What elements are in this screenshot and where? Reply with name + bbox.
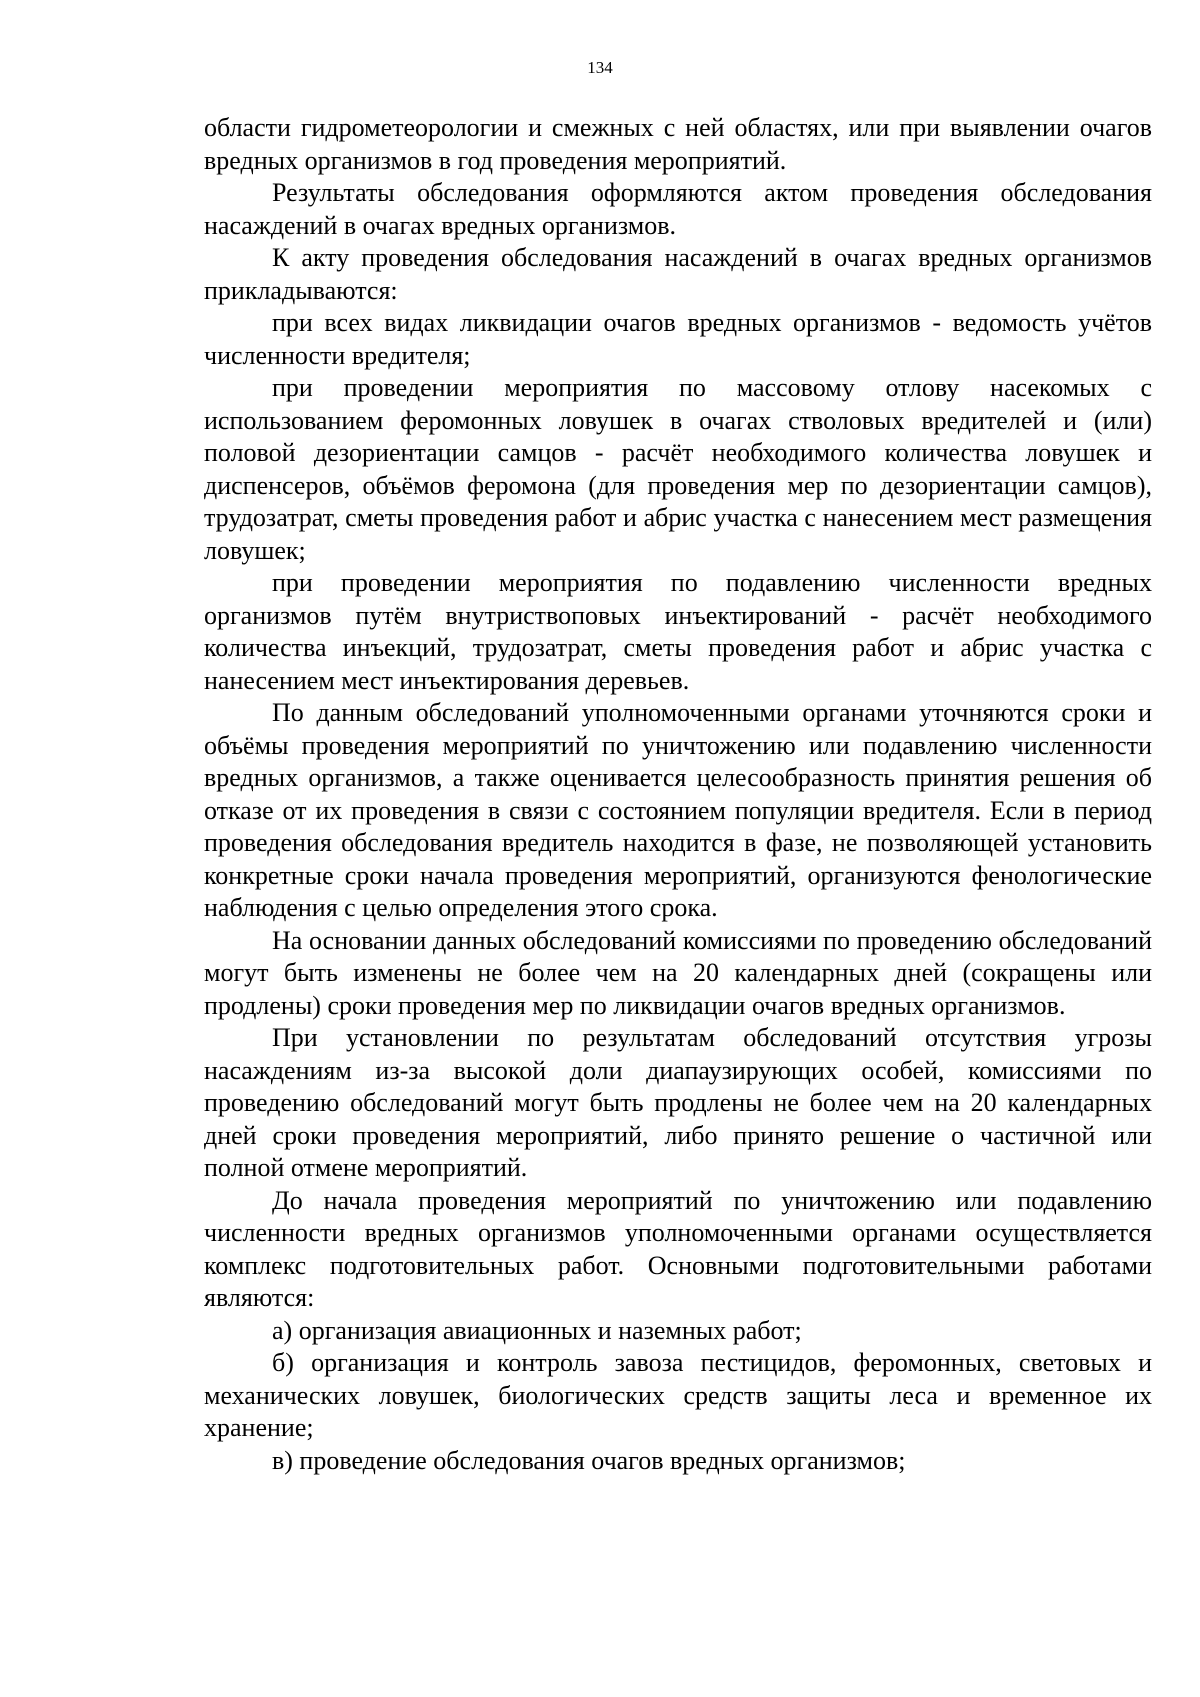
paragraph-continuation: области гидрометеорологии и смежных с ней областях, или при выявлении очагов вредных организмов в год проведения мероприятий. bbox=[204, 113, 1152, 175]
paragraph-act-attachments: К акту проведения обследования насаждений в очагах вредных организмов прикладываются: bbox=[204, 243, 1152, 305]
paragraph-diapause: При установлении по результатам обследований отсутствия угрозы насаждениям из-за высокой доли диапаузирующих особей, комиссиями по проведению обследований могут быть продлены не более чем на 20 календарных дней сроки проведения мероприятий, либо принято решение о частичной или полной отмене мероприятий. bbox=[204, 1023, 1152, 1182]
paragraph-survey-results: Результаты обследования оформляются актом проведения обследования насаждений в очагах вредных организмов. bbox=[204, 178, 1152, 240]
paragraph-deadline-change: На основании данных обследований комиссиями по проведению обследований могут быть изменены не более чем на 20 календарных дней (сокращены или продлены) сроки проведения мер по ликвидации очагов вредных организмов. bbox=[204, 925, 1152, 1020]
paragraph-attachment-pheromone-traps: при проведении мероприятия по массовому отлову насекомых с использованием феромонных ловушек в очагах стволовых вредителей и (или) половой дезориентации самцов - расчёт необходимого количества ловушек и диспенсеров, объёмов феромона (для проведения мер по дезориентации самцов), трудозатрат, сметы проведения работ и абрис участка с нанесением мест размещения ловушек; bbox=[204, 373, 1152, 565]
list-item-b: б) организация и контроль завоза пестицидов, феромонных, световых и механических ловушек, биологических средств защиты леса и временное их хранение; bbox=[204, 1348, 1152, 1442]
paragraph-preparatory-works: До начала проведения мероприятий по уничтожению или подавлению численности вредных организмов уполномоченными органами осуществляется комплекс подготовительных работ. Основными подготовительными работами являются: bbox=[204, 1185, 1152, 1312]
document-body bbox=[204, 112, 1152, 1477]
paragraph-survey-data: По данным обследований уполномоченными органами уточняются сроки и объёмы проведения мероприятий по уничтожению или подавлению численности вредных организмов, а также оценивается целесообразность принятия решения об отказе от их проведения в связи с состоянием популяции вредителя. Если в период проведения обследования вредитель находится в фазе, не позволяющей установить конкретные сроки начала проведения мероприятий, организуются фенологические наблюдения с целью определения этого срока. bbox=[204, 698, 1152, 922]
list-item-a: а) организация авиационных и наземных работ; bbox=[272, 1315, 802, 1345]
paragraph-attachment-pest-count: при всех видах ликвидации очагов вредных организмов - ведомость учётов численности вредителя; bbox=[204, 308, 1152, 370]
page-number: 134 bbox=[587, 58, 613, 77]
list-item-v: в) проведение обследования очагов вредных организмов; bbox=[272, 1445, 906, 1475]
paragraph-attachment-injections: при проведении мероприятия по подавлению численности вредных организмов путём внутриствоповых инъектирований - расчёт необходимого количества инъекций, трудозатрат, сметы проведения работ и абрис участка с нанесением мест инъектирования деревьев. bbox=[204, 568, 1152, 695]
